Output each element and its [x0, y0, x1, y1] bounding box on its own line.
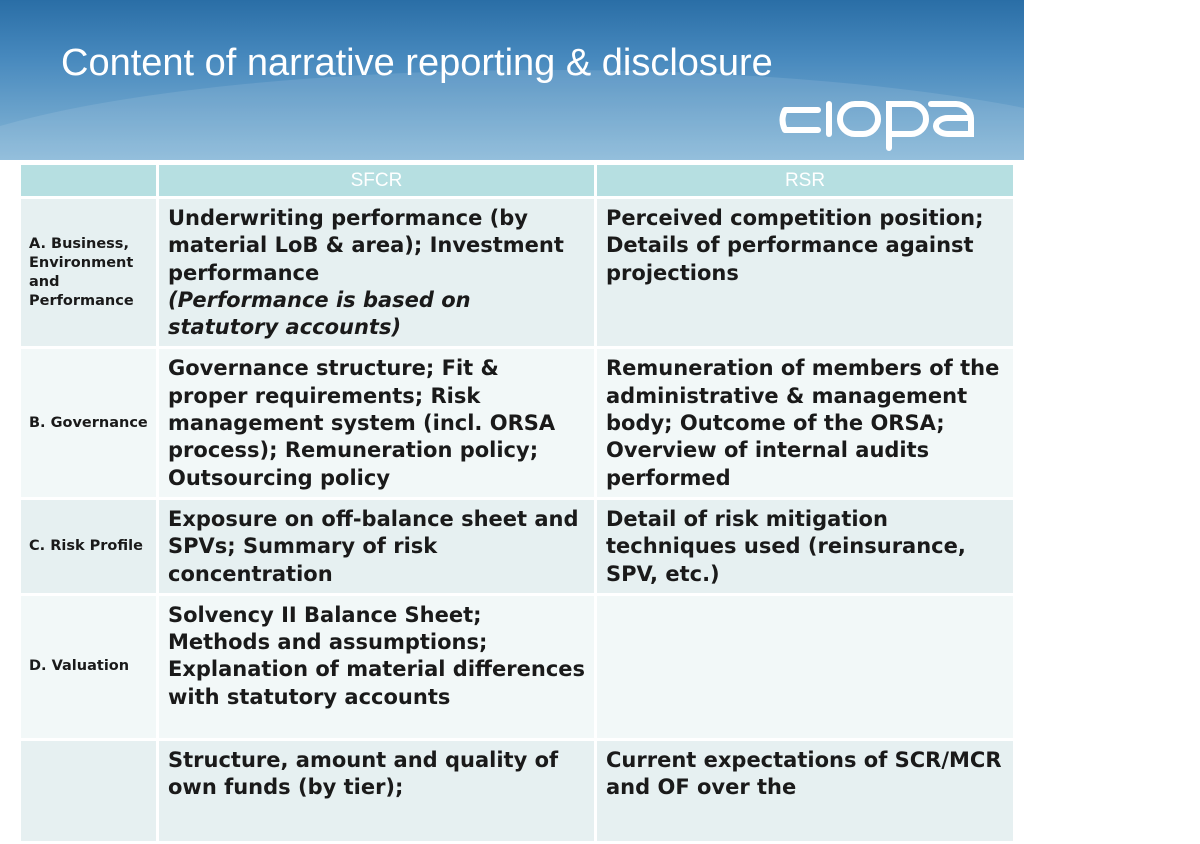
row-label: B. Governance — [21, 349, 156, 496]
rsr-cell — [597, 596, 1013, 738]
table-row — [21, 596, 1013, 738]
table-row — [21, 199, 1013, 346]
header-sfcr: SFCR — [159, 165, 594, 196]
sfcr-cell: Governance structure; Fit & proper requirements; Risk management system (incl. ORSA process); Remuneration policy; Outsourcing policy — [159, 349, 594, 496]
sfcr-cell: Structure, amount and quality of own funds (by tier); — [159, 741, 594, 841]
slide-header — [0, 0, 1024, 160]
rsr-cell: Detail of risk mitigation techniques used (reinsurance, SPV, etc.) — [597, 500, 1013, 593]
sfcr-text: Underwriting performance (by material LoB & area); Investment performance — [168, 206, 564, 285]
table-row — [21, 741, 1013, 841]
row-label: C. Risk Profile — [21, 500, 156, 593]
table-row — [21, 500, 1013, 593]
row-label — [21, 741, 156, 841]
sfcr-cell: Solvency II Balance Sheet; Methods and assumptions; Explanation of material differences with statutory accounts — [159, 596, 594, 738]
header-rsr: RSR — [597, 165, 1013, 196]
rsr-cell: Remuneration of members of the administrative & management body; Outcome of the ORSA; Overview of internal audits performed — [597, 349, 1013, 496]
row-label: A. Business, Environment and Performance — [21, 199, 156, 346]
header-empty — [21, 165, 156, 196]
table-row — [21, 349, 1013, 496]
row-label: D. Valuation — [21, 596, 156, 738]
rsr-cell: Current expectations of SCR/MCR and OF over the — [597, 741, 1013, 841]
sfcr-cell: Exposure on off-balance sheet and SPVs; Summary of risk concentration — [159, 500, 594, 593]
table-header-row — [21, 165, 1013, 196]
comparison-table-wrap — [18, 162, 1010, 800]
sfcr-cell — [159, 199, 594, 346]
comparison-table — [18, 162, 1016, 844]
rsr-cell: Perceived competition position; Details of performance against projections — [597, 199, 1013, 346]
eiopa-logo — [778, 90, 978, 148]
slide-title: Content of narrative reporting & disclosure — [61, 42, 773, 84]
sfcr-note: (Performance is based on statutory accounts) — [168, 287, 471, 340]
